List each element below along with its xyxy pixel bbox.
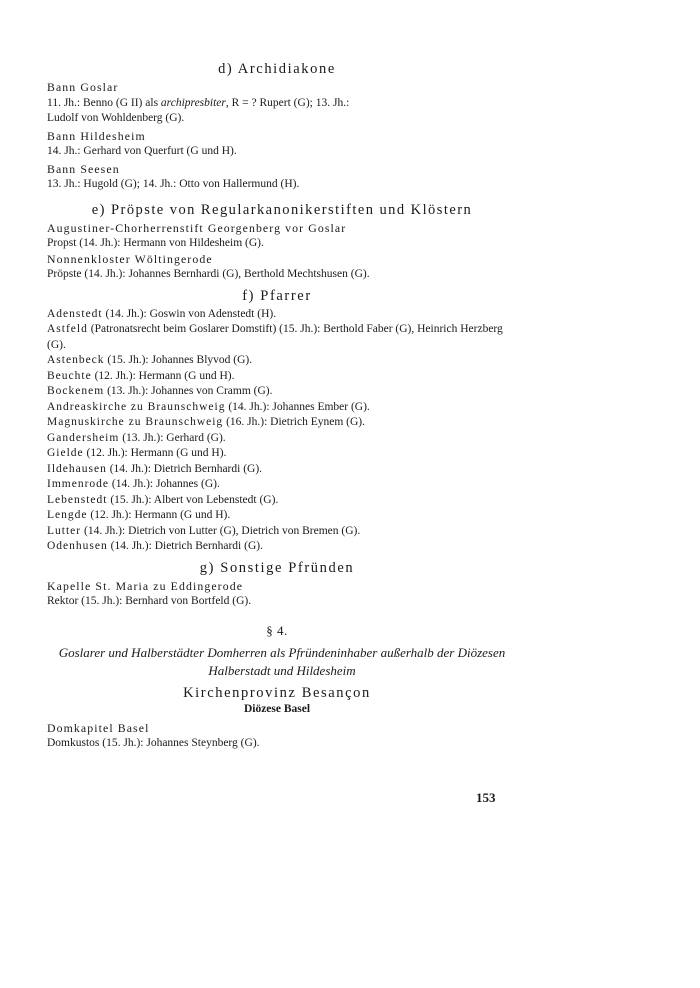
eddingerode-line: Rektor (15. Jh.): Bernhard von Bortfeld (G).	[47, 595, 252, 607]
list-item: Ildehausen (14. Jh.): Dietrich Bernhardi (G).	[47, 462, 263, 475]
bann-goslar-line-2: Ludolf von Wohldenberg (G).	[47, 112, 185, 124]
list-item: Gielde (12. Jh.): Hermann (G und H).	[47, 447, 227, 459]
list-item: Adenstedt (14. Jh.): Goswin von Adenstedt (H).	[47, 307, 277, 320]
section-g-heading: g) Sonstige Pfründen	[199, 559, 355, 576]
pfarrer-list	[47, 307, 507, 555]
list-item: Magnuskirche zu Braunschweig (16. Jh.): Dietrich Eynem (G).	[47, 416, 365, 428]
bann-seesen-heading: Bann Seesen	[47, 161, 120, 176]
diocese-heading: Diözese Basel	[243, 702, 311, 715]
list-item: Gandersheim (13. Jh.): Gerhard (G).	[47, 431, 226, 444]
paragraph-title-line-1: Goslarer und Halberstädter Domherren als Pfründeninhaber außerhalb der Diözesen	[58, 644, 506, 660]
georgenberg-heading: Augustiner-Chorherrenstift Georgenberg vor Goslar	[47, 220, 347, 235]
bann-goslar-line-1: 11. Jh.: Benno (G II) als archipresbiter, R = ? Rupert (G); 13. Jh.:	[47, 96, 350, 109]
eddingerode-heading: Kapelle St. Maria zu Eddingerode	[47, 578, 244, 593]
archipresbiter-term: archipresbiter	[160, 96, 226, 109]
paragraph-title-line-2: Halberstadt und Hildesheim	[208, 662, 356, 678]
bann-goslar-heading: Bann Goslar	[47, 80, 119, 94]
bann-hildesheim-line: 14. Jh.: Gerhard von Querfurt (G und H).	[47, 145, 237, 157]
georgenberg-line: Propst (14. Jh.): Hermann von Hildesheim (G).	[47, 237, 264, 249]
list-item: Andreaskirche zu Braunschweig (14. Jh.): Johannes Ember (G).	[47, 400, 370, 413]
page-number: 153	[476, 790, 496, 805]
list-item: Astenbeck (15. Jh.): Johannes Blyvod (G).	[47, 354, 253, 366]
section-f-heading: f) Pfarrer	[242, 287, 312, 304]
woeltingerode-heading: Nonnenkloster Wöltingerode	[47, 251, 213, 266]
list-item: Immenrode (14. Jh.): Johannes (G).	[47, 478, 220, 490]
list-item: Odenhusen (14. Jh.): Dietrich Bernhardi (G).	[47, 540, 263, 552]
woeltingerode-line: Pröpste (14. Jh.): Johannes Bernhardi (G), Berthold Mechtshusen (G).	[47, 268, 370, 280]
section-e-heading: e) Pröpste von Regularkanonikerstiften und Klöstern	[91, 201, 473, 218]
bann-hildesheim-heading: Bann Hildesheim	[47, 128, 146, 143]
bann-seesen-line: 13. Jh.: Hugold (G); 14. Jh.: Otto von Hallermund (H).	[47, 178, 300, 190]
paragraph-mark: § 4.	[266, 622, 288, 638]
province-heading: Kirchenprovinz Besançon	[183, 684, 371, 701]
list-item: Lutter (14. Jh.): Dietrich von Lutter (G), Dietrich von Bremen (G).	[47, 524, 361, 537]
domkustos-line: Domkustos (15. Jh.): Johannes Steynberg (G).	[47, 737, 260, 749]
page-content	[47, 60, 507, 752]
list-item: Bockenem (13. Jh.): Johannes von Cramm (G).	[47, 385, 273, 397]
list-item: Lengde (12. Jh.): Hermann (G und H).	[47, 509, 231, 521]
section-d-heading: d) Archidiakone	[218, 61, 336, 77]
list-item: Astfeld (Patronatsrecht beim Goslarer Domstift) (15. Jh.): Berthold Faber (G), Heinrich Herzberg (G).	[47, 323, 503, 351]
list-item: Beuchte (12. Jh.): Hermann (G und H).	[47, 369, 235, 382]
domkapitel-heading: Domkapitel Basel	[47, 720, 150, 735]
list-item: Lebenstedt (15. Jh.): Albert von Lebenstedt (G).	[47, 493, 279, 506]
